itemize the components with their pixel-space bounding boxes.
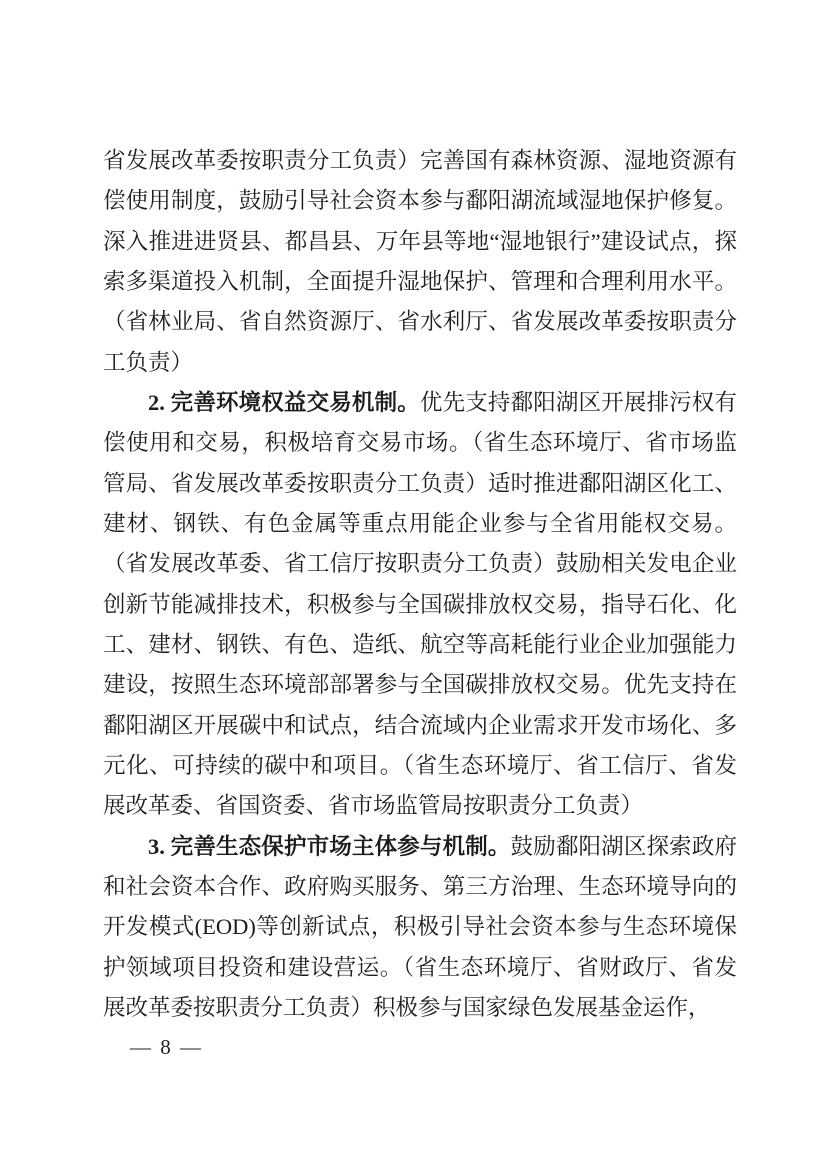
paragraph — [103, 383, 737, 827]
page-number: — 8 — — [130, 1035, 203, 1059]
paragraph — [103, 141, 737, 383]
body-text: 优先支持鄱阳湖区开展排污权有偿使用和交易，积极培育交易市场。（省生态环境厅、省市场监管局、省发展改革委按职责分工负责）适时推进鄱阳湖区化工、建材、钢铁、有色金属等重点用能企业参与全省用能权交易。（省发展改革委、省工信厅按职责分工负责）鼓励相关发电企业创新节能减排技术，积极参与全国碳排放权交易，指导石化、化工、建材、钢铁、有色、造纸、航空等高耗能行业企业加强能力建设，按照生态环境部部署参与全国碳排放权交易。优先支持在鄱阳湖区开展碳中和试点，结合流域内企业需求开发市场化、多元化、可持续的碳中和项目。（省生态环境厅、省工信厅、省发展改革委、省国资委、省市场监管局按职责分工负责） — [103, 389, 737, 819]
document-body — [103, 141, 737, 1028]
paragraph — [103, 827, 737, 1029]
body-text: 鼓励鄱阳湖区探索政府和社会资本合作、政府购买服务、第三方治理、生态环境导向的开发模式(EOD)等创新试点，积极引导社会资本参与生态环境保护领域项目投资和建设营运。（省生态环境厅、省财政厅、省发展改革委按职责分工负责）积极参与国家绿色发展基金运作， — [103, 833, 737, 1020]
section-heading: 2. 完善环境权益交易机制。 — [148, 389, 420, 415]
body-text: 省发展改革委按职责分工负责）完善国有森林资源、湿地资源有偿使用制度，鼓励引导社会资本参与鄱阳湖流域湿地保护修复。深入推进进贤县、都昌县、万年县等地“湿地银行”建设试点，探索多渠道投入机制，全面提升湿地保护、管理和合理利用水平。（省林业局、省自然资源厅、省水利厅、省发展改革委按职责分工负责） — [103, 148, 737, 375]
section-heading: 3. 完善生态保护市场主体参与机制。 — [148, 833, 511, 859]
